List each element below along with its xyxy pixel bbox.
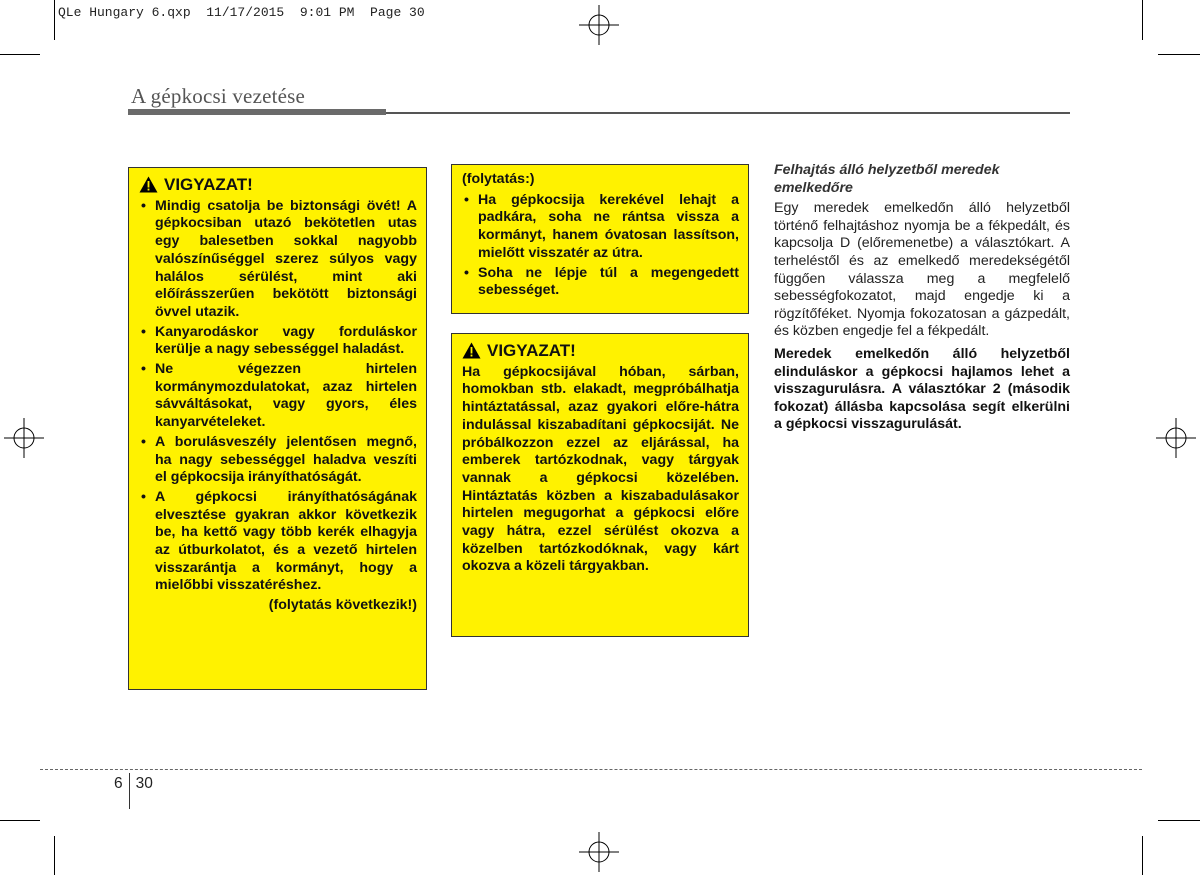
section-bold-note: Meredek emelkedőn álló helyzetből elinduláskor a gépkocsi hajlamos lehet a visszagurulásra. A választókar 2 (második fokozat) állásba kapcsolása segít elkerülni a gépkocsi visszagurulását. bbox=[774, 345, 1070, 433]
warning-triangle-icon bbox=[139, 176, 158, 193]
chapter-number: 6 bbox=[114, 775, 123, 792]
page-number bbox=[114, 775, 153, 809]
warning-text: Ha gépkocsijával hóban, sárban, homokban stb. elakadt, megpróbálhatja hintáztatással, azaz gyakori előre-hátra indulással kiszabadítani gépkocsiját. Ne próbálkozzon ezzel az eljárással, ha emberek tartózkodnak, vagy tárgyak vannak a gépkocsi közelében. Hintáztatás közben a kiszabadulásakor hirtelen megugorhat a gépkocsi előre vagy hátra, ezzel sérülést okozva a közelben tartózkodóknak, vagy kárt okozva a közeli tárgyakban. bbox=[462, 363, 739, 575]
warning-box-stuck bbox=[451, 333, 749, 637]
registration-mark-icon bbox=[579, 832, 619, 872]
footer-divider bbox=[40, 769, 1142, 770]
list-item: • Mindig csatolja be biztonsági övét! A gépkocsiban utazó bekötetlen utas egy balesetben sokkal nagyobb valószínűséggel szerez súlyos vagy halálos sérülést, mint aki előírásszerűen bekötött biztonsági övvel utazik. bbox=[139, 198, 417, 322]
warning-list bbox=[139, 198, 417, 595]
title-rule-thin bbox=[386, 112, 1070, 114]
list-item: • Soha ne lépje túl a megengedett sebességet. bbox=[462, 265, 739, 300]
print-header: QLe Hungary 6.qxp 11/17/2015 9:01 PM Page 30 bbox=[58, 5, 425, 20]
section-body: Egy meredek emelkedőn álló helyzetből történő felhajtáshoz nyomja be a fékpedált, és kapcsolja D (előremenetbe) a választókart. A terheléstől és az emelkedő meredekségétől függően válassza meg a megfelelő sebességfokozatot, majd engedje ki a rögzítőféket. Nyomja fokozatosan a gázpedált, és közben engedje fel a fékpedált. bbox=[774, 200, 1070, 340]
registration-mark-icon bbox=[1156, 418, 1196, 458]
section-heading: Felhajtás álló helyzetből meredek emelkedőre bbox=[774, 162, 1000, 196]
list-item: • A borulásveszély jelentősen megnő, ha nagy sebességgel haladva veszíti el gépkocsija irányíthatóságát. bbox=[139, 434, 417, 487]
continuation-list bbox=[462, 192, 739, 300]
page-title: A gépkocsi vezetése bbox=[131, 84, 306, 108]
page-number-value: 30 bbox=[135, 775, 153, 792]
list-item: • Kanyarodáskor vagy forduláskor kerülje a nagy sebességgel haladást. bbox=[139, 324, 417, 359]
continuation-label: (folytatás:) bbox=[462, 171, 535, 187]
warning-header bbox=[139, 176, 417, 194]
section-hill-start bbox=[774, 162, 1070, 439]
page-number-separator bbox=[129, 773, 130, 809]
registration-mark-icon bbox=[4, 418, 44, 458]
continued-note: (folytatás következik!) bbox=[268, 597, 417, 614]
list-item: • A gépkocsi irányíthatóságának elvesztése gyakran akkor következik be, ha kettő vagy több kerék elhagyja az útburkolatot, és a vezető hirtelen visszarántja a kormányt, hogy a mielőbbi visszatéréshez. bbox=[139, 489, 417, 595]
warning-title: VIGYAZAT! bbox=[164, 175, 253, 194]
list-item: • Ne végezzen hirtelen kormánymozdulatokat, azaz hirtelen sávváltásokat, vagy gyors, éles kanyarvételeket. bbox=[139, 361, 417, 432]
title-rule bbox=[128, 109, 386, 115]
registration-mark-icon bbox=[579, 5, 619, 45]
warning-header bbox=[462, 342, 739, 360]
warning-box-seatbelt bbox=[128, 167, 427, 690]
warning-triangle-icon bbox=[462, 342, 481, 359]
warning-title: VIGYAZAT! bbox=[487, 341, 576, 360]
list-item: • Ha gépkocsija kerekével lehajt a padkára, soha ne rántsa vissza a kormányt, hanem óvatosan lassítson, mielőtt visszatér az útra. bbox=[462, 192, 739, 263]
warning-continuation-box bbox=[451, 164, 749, 314]
